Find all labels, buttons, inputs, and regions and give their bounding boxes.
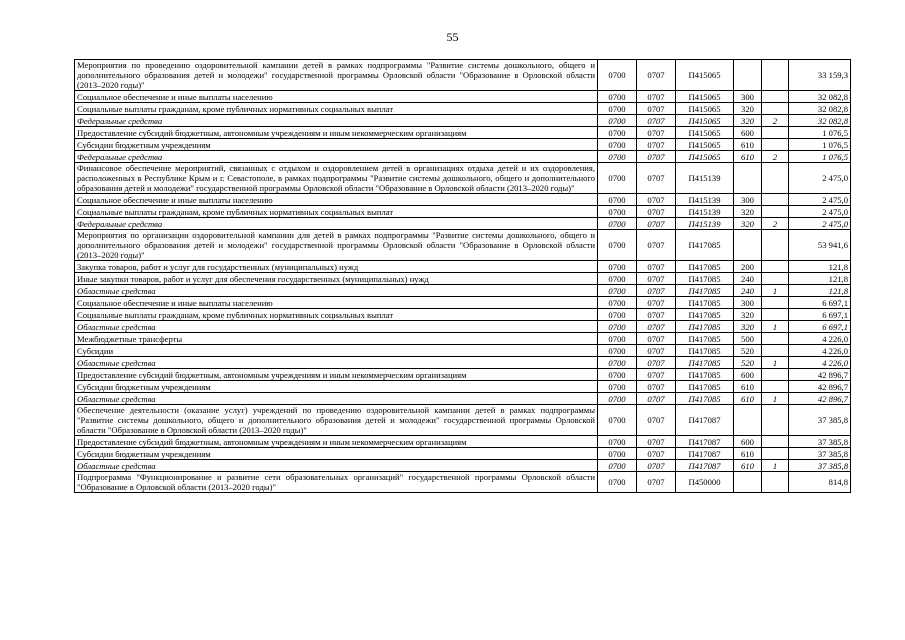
funding-source-cell bbox=[762, 381, 789, 393]
expense-type-cell: 610 bbox=[734, 460, 762, 472]
expense-type-cell: 610 bbox=[734, 393, 762, 405]
table-row bbox=[75, 369, 851, 381]
expense-type-cell: 600 bbox=[734, 436, 762, 448]
section-code-cell: 0700 bbox=[598, 60, 637, 91]
subsection-code-cell: 0707 bbox=[637, 218, 676, 230]
row-name-cell: Межбюджетные трансферты bbox=[75, 333, 598, 345]
table-row bbox=[75, 448, 851, 460]
funding-source-cell: 1 bbox=[762, 285, 789, 297]
expense-type-cell: 500 bbox=[734, 333, 762, 345]
funding-source-cell bbox=[762, 405, 789, 436]
table-row bbox=[75, 151, 851, 163]
row-name-cell: Областные средства bbox=[75, 321, 598, 333]
section-code-cell: 0700 bbox=[598, 436, 637, 448]
table-row bbox=[75, 309, 851, 321]
funding-source-cell bbox=[762, 60, 789, 91]
row-name-cell: Социальное обеспечение и иные выплаты населению bbox=[75, 297, 598, 309]
target-article-cell: П415065 bbox=[676, 60, 734, 91]
amount-cell: 6 697,1 bbox=[789, 309, 851, 321]
target-article-cell: П417085 bbox=[676, 393, 734, 405]
table-row bbox=[75, 103, 851, 115]
funding-source-cell bbox=[762, 127, 789, 139]
section-code-cell: 0700 bbox=[598, 405, 637, 436]
table-row bbox=[75, 218, 851, 230]
amount-cell: 4 226,0 bbox=[789, 333, 851, 345]
amount-cell: 32 082,8 bbox=[789, 115, 851, 127]
expense-type-cell: 320 bbox=[734, 309, 762, 321]
expense-type-cell: 320 bbox=[734, 206, 762, 218]
funding-source-cell bbox=[762, 103, 789, 115]
funding-source-cell bbox=[762, 297, 789, 309]
table-row bbox=[75, 297, 851, 309]
subsection-code-cell: 0707 bbox=[637, 206, 676, 218]
target-article-cell: П417085 bbox=[676, 345, 734, 357]
target-article-cell: П415065 bbox=[676, 91, 734, 103]
amount-cell: 2 475,0 bbox=[789, 206, 851, 218]
funding-source-cell bbox=[762, 448, 789, 460]
section-code-cell: 0700 bbox=[598, 345, 637, 357]
target-article-cell: П417085 bbox=[676, 381, 734, 393]
subsection-code-cell: 0707 bbox=[637, 309, 676, 321]
row-name-cell: Социальные выплаты гражданам, кроме публичных нормативных социальных выплат bbox=[75, 309, 598, 321]
subsection-code-cell: 0707 bbox=[637, 357, 676, 369]
amount-cell: 42 896,7 bbox=[789, 369, 851, 381]
page-number: 55 bbox=[446, 30, 459, 44]
target-article-cell: П417085 bbox=[676, 357, 734, 369]
row-name-cell: Подпрограмма "Функционирование и развитие сети образовательных организаций" государственной программы Орловской области "Образование в Орловской области (2013–2020 годы)" bbox=[75, 472, 598, 493]
target-article-cell: П415065 bbox=[676, 127, 734, 139]
section-code-cell: 0700 bbox=[598, 273, 637, 285]
section-code-cell: 0700 bbox=[598, 103, 637, 115]
target-article-cell: П415139 bbox=[676, 206, 734, 218]
funding-source-cell: 1 bbox=[762, 460, 789, 472]
expense-type-cell: 610 bbox=[734, 151, 762, 163]
table-row bbox=[75, 345, 851, 357]
subsection-code-cell: 0707 bbox=[637, 393, 676, 405]
budget-table-body bbox=[75, 60, 851, 493]
target-article-cell: П450000 bbox=[676, 472, 734, 493]
subsection-code-cell: 0707 bbox=[637, 139, 676, 151]
row-name-cell: Финансовое обеспечение мероприятий, связанных с отдыхом и оздоровлением детей в организациях отдыха детей и их оздоровления, расположенных в Республике Крым и г. Севастополе, в рамках подпрограммы "Развитие системы дошкольного, общего и дополнительного образования детей и молодежи" государственной программы Орловской области "Образование в Орловской области (2013–2020 годы)" bbox=[75, 163, 598, 194]
subsection-code-cell: 0707 bbox=[637, 60, 676, 91]
section-code-cell: 0700 bbox=[598, 206, 637, 218]
section-code-cell: 0700 bbox=[598, 218, 637, 230]
funding-source-cell bbox=[762, 369, 789, 381]
section-code-cell: 0700 bbox=[598, 194, 637, 206]
section-code-cell: 0700 bbox=[598, 309, 637, 321]
subsection-code-cell: 0707 bbox=[637, 163, 676, 194]
subsection-code-cell: 0707 bbox=[637, 151, 676, 163]
amount-cell: 37 385,8 bbox=[789, 460, 851, 472]
funding-source-cell bbox=[762, 309, 789, 321]
amount-cell: 37 385,8 bbox=[789, 448, 851, 460]
amount-cell: 2 475,0 bbox=[789, 163, 851, 194]
row-name-cell: Мероприятия по проведению оздоровительной кампании детей в рамках подпрограммы "Развитие системы дошкольного, общего и дополнительного образования детей и молодежи" государственной программы Орловской области "Образование в Орловской области (2013–2020 годы)" bbox=[75, 60, 598, 91]
expense-type-cell: 200 bbox=[734, 261, 762, 273]
section-code-cell: 0700 bbox=[598, 297, 637, 309]
section-code-cell: 0700 bbox=[598, 460, 637, 472]
expense-type-cell: 600 bbox=[734, 369, 762, 381]
table-row bbox=[75, 139, 851, 151]
target-article-cell: П417087 bbox=[676, 405, 734, 436]
section-code-cell: 0700 bbox=[598, 285, 637, 297]
expense-type-cell: 610 bbox=[734, 448, 762, 460]
funding-source-cell bbox=[762, 472, 789, 493]
target-article-cell: П415139 bbox=[676, 163, 734, 194]
subsection-code-cell: 0707 bbox=[637, 285, 676, 297]
amount-cell: 1 076,5 bbox=[789, 127, 851, 139]
target-article-cell: П415065 bbox=[676, 139, 734, 151]
table-row bbox=[75, 460, 851, 472]
target-article-cell: П417085 bbox=[676, 297, 734, 309]
section-code-cell: 0700 bbox=[598, 381, 637, 393]
amount-cell: 42 896,7 bbox=[789, 381, 851, 393]
amount-cell: 4 226,0 bbox=[789, 357, 851, 369]
table-row bbox=[75, 357, 851, 369]
subsection-code-cell: 0707 bbox=[637, 297, 676, 309]
row-name-cell: Социальное обеспечение и иные выплаты населению bbox=[75, 91, 598, 103]
funding-source-cell: 2 bbox=[762, 151, 789, 163]
amount-cell: 42 896,7 bbox=[789, 393, 851, 405]
row-name-cell: Областные средства bbox=[75, 285, 598, 297]
section-code-cell: 0700 bbox=[598, 472, 637, 493]
amount-cell: 37 385,8 bbox=[789, 405, 851, 436]
table-row bbox=[75, 436, 851, 448]
section-code-cell: 0700 bbox=[598, 261, 637, 273]
expense-type-cell: 300 bbox=[734, 194, 762, 206]
row-name-cell: Закупка товаров, работ и услуг для государственных (муниципальных) нужд bbox=[75, 261, 598, 273]
amount-cell: 1 076,5 bbox=[789, 139, 851, 151]
target-article-cell: П417085 bbox=[676, 369, 734, 381]
row-name-cell: Областные средства bbox=[75, 393, 598, 405]
row-name-cell: Субсидии бюджетным учреждениям bbox=[75, 381, 598, 393]
section-code-cell: 0700 bbox=[598, 151, 637, 163]
amount-cell: 37 385,8 bbox=[789, 436, 851, 448]
table-row bbox=[75, 261, 851, 273]
target-article-cell: П417085 bbox=[676, 285, 734, 297]
row-name-cell: Социальные выплаты гражданам, кроме публичных нормативных социальных выплат bbox=[75, 103, 598, 115]
subsection-code-cell: 0707 bbox=[637, 321, 676, 333]
amount-cell: 121,8 bbox=[789, 285, 851, 297]
table-row bbox=[75, 127, 851, 139]
funding-source-cell bbox=[762, 206, 789, 218]
target-article-cell: П417085 bbox=[676, 261, 734, 273]
expense-type-cell: 610 bbox=[734, 381, 762, 393]
row-name-cell: Обеспечение деятельности (оказание услуг) учреждений по проведению оздоровительной кампании детей в рамках подпрограммы "Развитие системы дошкольного, общего и дополнительного образования детей и молодежи" государственной программы Орловской области "Образование в Орловской области (2013–2020 годы)" bbox=[75, 405, 598, 436]
funding-source-cell: 2 bbox=[762, 115, 789, 127]
row-name-cell: Иные закупки товаров, работ и услуг для обеспечения государственных (муниципальных) нужд bbox=[75, 273, 598, 285]
target-article-cell: П417085 bbox=[676, 273, 734, 285]
section-code-cell: 0700 bbox=[598, 139, 637, 151]
section-code-cell: 0700 bbox=[598, 115, 637, 127]
funding-source-cell: 2 bbox=[762, 218, 789, 230]
target-article-cell: П417085 bbox=[676, 321, 734, 333]
table-row bbox=[75, 60, 851, 91]
expense-type-cell: 300 bbox=[734, 91, 762, 103]
expense-type-cell: 320 bbox=[734, 115, 762, 127]
amount-cell: 1 076,5 bbox=[789, 151, 851, 163]
amount-cell: 6 697,1 bbox=[789, 297, 851, 309]
row-name-cell: Федеральные средства bbox=[75, 115, 598, 127]
target-article-cell: П417087 bbox=[676, 460, 734, 472]
table-row bbox=[75, 321, 851, 333]
target-article-cell: П417085 bbox=[676, 309, 734, 321]
section-code-cell: 0700 bbox=[598, 127, 637, 139]
funding-source-cell: 1 bbox=[762, 321, 789, 333]
table-row bbox=[75, 273, 851, 285]
funding-source-cell bbox=[762, 273, 789, 285]
table-row bbox=[75, 206, 851, 218]
row-name-cell: Предоставление субсидий бюджетным, автономным учреждениям и иным некоммерческим организациям bbox=[75, 436, 598, 448]
subsection-code-cell: 0707 bbox=[637, 91, 676, 103]
subsection-code-cell: 0707 bbox=[637, 115, 676, 127]
funding-source-cell: 1 bbox=[762, 357, 789, 369]
row-name-cell: Мероприятия по организации оздоровительной кампании для детей в рамках подпрограммы "Развитие системы дошкольного, общего и дополнительного образования детей и молодежи" государственной программы Орловской области "Образование в Орловской области (2013–2020 годы)" bbox=[75, 230, 598, 261]
section-code-cell: 0700 bbox=[598, 393, 637, 405]
amount-cell: 2 475,0 bbox=[789, 194, 851, 206]
section-code-cell: 0700 bbox=[598, 91, 637, 103]
subsection-code-cell: 0707 bbox=[637, 345, 676, 357]
row-name-cell: Субсидии бюджетным учреждениям bbox=[75, 448, 598, 460]
table-row bbox=[75, 194, 851, 206]
expense-type-cell: 320 bbox=[734, 321, 762, 333]
subsection-code-cell: 0707 bbox=[637, 472, 676, 493]
table-row bbox=[75, 163, 851, 194]
target-article-cell: П415065 bbox=[676, 115, 734, 127]
amount-cell: 814,8 bbox=[789, 472, 851, 493]
row-name-cell: Областные средства bbox=[75, 460, 598, 472]
section-code-cell: 0700 bbox=[598, 321, 637, 333]
row-name-cell: Предоставление субсидий бюджетным, автономным учреждениям и иным некоммерческим организациям bbox=[75, 127, 598, 139]
table-row bbox=[75, 91, 851, 103]
subsection-code-cell: 0707 bbox=[637, 230, 676, 261]
amount-cell: 33 159,3 bbox=[789, 60, 851, 91]
subsection-code-cell: 0707 bbox=[637, 194, 676, 206]
expense-type-cell: 300 bbox=[734, 297, 762, 309]
target-article-cell: П415065 bbox=[676, 103, 734, 115]
expense-type-cell bbox=[734, 163, 762, 194]
subsection-code-cell: 0707 bbox=[637, 381, 676, 393]
table-row bbox=[75, 472, 851, 493]
expense-type-cell bbox=[734, 60, 762, 91]
expense-type-cell bbox=[734, 405, 762, 436]
row-name-cell: Предоставление субсидий бюджетным, автономным учреждениям и иным некоммерческим организациям bbox=[75, 369, 598, 381]
row-name-cell: Субсидии bbox=[75, 345, 598, 357]
table-row bbox=[75, 285, 851, 297]
row-name-cell: Федеральные средства bbox=[75, 218, 598, 230]
funding-source-cell bbox=[762, 194, 789, 206]
amount-cell: 4 226,0 bbox=[789, 345, 851, 357]
table-row bbox=[75, 333, 851, 345]
funding-source-cell bbox=[762, 91, 789, 103]
section-code-cell: 0700 bbox=[598, 357, 637, 369]
expense-type-cell: 520 bbox=[734, 357, 762, 369]
table-row bbox=[75, 405, 851, 436]
subsection-code-cell: 0707 bbox=[637, 261, 676, 273]
subsection-code-cell: 0707 bbox=[637, 448, 676, 460]
row-name-cell: Социальные выплаты гражданам, кроме публичных нормативных социальных выплат bbox=[75, 206, 598, 218]
subsection-code-cell: 0707 bbox=[637, 103, 676, 115]
target-article-cell: П415139 bbox=[676, 194, 734, 206]
expense-type-cell bbox=[734, 472, 762, 493]
funding-source-cell bbox=[762, 261, 789, 273]
funding-source-cell bbox=[762, 436, 789, 448]
subsection-code-cell: 0707 bbox=[637, 460, 676, 472]
row-name-cell: Федеральные средства bbox=[75, 151, 598, 163]
expense-type-cell: 520 bbox=[734, 345, 762, 357]
section-code-cell: 0700 bbox=[598, 369, 637, 381]
expense-type-cell: 240 bbox=[734, 285, 762, 297]
subsection-code-cell: 0707 bbox=[637, 369, 676, 381]
funding-source-cell bbox=[762, 230, 789, 261]
section-code-cell: 0700 bbox=[598, 163, 637, 194]
target-article-cell: П417085 bbox=[676, 230, 734, 261]
table-row bbox=[75, 115, 851, 127]
expense-type-cell: 240 bbox=[734, 273, 762, 285]
funding-source-cell bbox=[762, 345, 789, 357]
row-name-cell: Областные средства bbox=[75, 357, 598, 369]
expense-type-cell bbox=[734, 230, 762, 261]
funding-source-cell bbox=[762, 163, 789, 194]
target-article-cell: П415065 bbox=[676, 151, 734, 163]
row-name-cell: Субсидии бюджетным учреждениям bbox=[75, 139, 598, 151]
table-row bbox=[75, 230, 851, 261]
funding-source-cell: 1 bbox=[762, 393, 789, 405]
expense-type-cell: 610 bbox=[734, 139, 762, 151]
amount-cell: 32 082,8 bbox=[789, 103, 851, 115]
target-article-cell: П417085 bbox=[676, 333, 734, 345]
subsection-code-cell: 0707 bbox=[637, 405, 676, 436]
expense-type-cell: 600 bbox=[734, 127, 762, 139]
section-code-cell: 0700 bbox=[598, 230, 637, 261]
amount-cell: 32 082,8 bbox=[789, 91, 851, 103]
subsection-code-cell: 0707 bbox=[637, 273, 676, 285]
expense-type-cell: 320 bbox=[734, 218, 762, 230]
amount-cell: 2 475,0 bbox=[789, 218, 851, 230]
subsection-code-cell: 0707 bbox=[637, 333, 676, 345]
funding-source-cell bbox=[762, 333, 789, 345]
amount-cell: 121,8 bbox=[789, 273, 851, 285]
section-code-cell: 0700 bbox=[598, 333, 637, 345]
funding-source-cell bbox=[762, 139, 789, 151]
target-article-cell: П415139 bbox=[676, 218, 734, 230]
table-row bbox=[75, 381, 851, 393]
target-article-cell: П417087 bbox=[676, 436, 734, 448]
amount-cell: 121,8 bbox=[789, 261, 851, 273]
subsection-code-cell: 0707 bbox=[637, 436, 676, 448]
table-row bbox=[75, 393, 851, 405]
section-code-cell: 0700 bbox=[598, 448, 637, 460]
amount-cell: 6 697,1 bbox=[789, 321, 851, 333]
budget-table bbox=[74, 59, 851, 493]
expense-type-cell: 320 bbox=[734, 103, 762, 115]
amount-cell: 53 941,6 bbox=[789, 230, 851, 261]
subsection-code-cell: 0707 bbox=[637, 127, 676, 139]
target-article-cell: П417087 bbox=[676, 448, 734, 460]
row-name-cell: Социальное обеспечение и иные выплаты населению bbox=[75, 194, 598, 206]
